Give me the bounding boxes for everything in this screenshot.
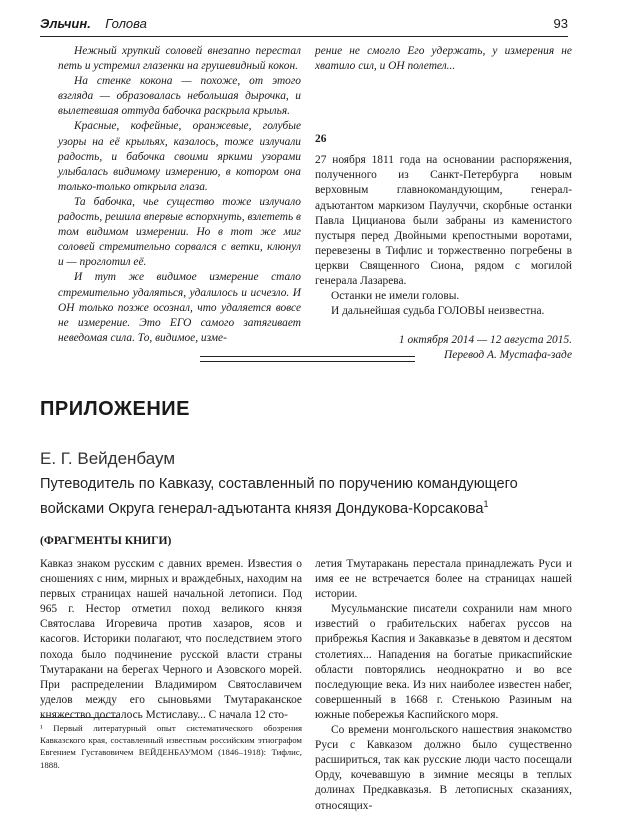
running-header xyxy=(40,14,568,40)
footnote: ¹ Первый литературный опыт систематического обозрения Кавказского края, составленный известным российским этнографом Евгением Густавовичем ВЕЙДЕНБАУМОМ (1846–1918): Тифлис, 1888. xyxy=(40,723,302,770)
poem-continuation: рение не смогло Его удержать, у измерения не хватило сил, и ОН полетел... xyxy=(315,45,572,73)
poem-paragraph: И тут же видимое измерение стало стремительно удаляться, удалилось и исчезло. И ОН только позже осознал, что удаляется вовсе не измерение. Это ЕГО самого затягивает неведомая сила. То, видимое, изме- xyxy=(58,271,301,344)
header-rule xyxy=(40,36,568,37)
poem-paragraph: Нежный хрупкий соловей внезапно перестал петь и устремил глазенки на грушевидный кокон. xyxy=(58,45,301,73)
running-author: Эльчин. xyxy=(40,16,91,31)
dates-line: 1 октября 2014 — 12 августа 2015. xyxy=(398,334,572,347)
poem-left-column xyxy=(58,44,301,346)
section-title: ПРИЛОЖЕНИЕ xyxy=(40,398,190,420)
story-paragraph: И дальнейшая судьба ГОЛОВЫ неизвестна. xyxy=(331,305,545,318)
appendix-paragraph: Со времени монгольского нашествия знакомство Руси с Кавказом должно было существенно расшириться, так как русские люди часто посещали Орду, кочевавшую в зимние месяцы в теплых долинах Предкавказья. В летописных сказаниях, относящих- xyxy=(315,724,572,812)
story-right-column xyxy=(315,44,572,364)
story-paragraph: Останки не имели головы. xyxy=(331,290,460,303)
story-paragraph: 27 ноября 1811 года на основании распоряжения, полученного из Санкт-Петербурга новым верховным главнокомандующим, генерал-адъютантом маркизом Паулуччи, скорбные останки Павла Цицианова были забраны из каменистого пустыря перед Двойными крепостными воротами, перевезены в Тифлис и торжественно погребены в церкви Священного Сиона, рядом с могилой генерала Лазарева. xyxy=(315,154,572,288)
appendix-left-column xyxy=(40,557,302,723)
appendix-right-column xyxy=(315,557,572,814)
poem-paragraph: На стенке кокона — похоже, от этого взгляда — образовалась небольшая дырочка, и вылетевшая оттуда бабочка раскрыла крылья. xyxy=(58,75,301,118)
work-title-text: Путеводитель по Кавказу, составленный по поручению командующего войсками Округа генерал-адъютанта князя Дондукова-Корсакова xyxy=(40,476,518,517)
fragments-subtitle: (ФРАГМЕНТЫ КНИГИ) xyxy=(40,534,172,547)
footnote-marker[interactable]: 1 xyxy=(483,499,489,509)
translator-line: Перевод А. Мустафа-заде xyxy=(444,349,572,362)
poem-paragraph: Красные, кофейные, оранжевые, голубые узоры на её крыльях, казалось, тоже излучали радость, и бабочка своими яркими узорами улыбалась видимому измерению, в котором она только-только открыла глаза. xyxy=(58,120,301,193)
running-title xyxy=(40,16,147,31)
page-number: 93 xyxy=(553,16,568,31)
running-work-title: Голова xyxy=(105,16,147,31)
appendix-paragraph: Мусульманские писатели сохранили нам много известий о грабительских набегах руссов на прибрежья Каспия и Закавказье в девятом и десятом столетиях... Нападения на богатые прикаспийские области повторялись неоднократно и во все последующие века. Из них наиболее известен набег, совершенный в 1668 г. Стенькою Разиным на южные побережья Каспийского моря. xyxy=(315,603,572,721)
appendix-paragraph: летия Тмутаракань перестала принадлежать Руси и имя ее не встречается более на страницах нашей истории. xyxy=(315,558,572,601)
poem-paragraph: Та бабочка, чье существо тоже излучало радость, решила впервые вспорхнуть, взлететь в том видимом измерении. Но в тот же миг соловей стремительно сорвался с ветки, клюнул и — проглотил её. xyxy=(58,195,301,269)
work-title xyxy=(40,474,580,519)
section-divider xyxy=(200,361,415,362)
footnote-rule xyxy=(40,717,120,718)
section-divider xyxy=(200,356,415,357)
author-name: Е. Г. Вейденбаум xyxy=(40,449,176,468)
appendix-paragraph: Кавказ знаком русским с давних времен. Известия о сношениях с ним, мирных и враждебных, находим на первых страницах нашей начальной летописи. Под 965 г. Нестор отметил поход великого князя Святослава Игоревича против хазаров, ясов и касогов. Историки полагают, что последствием этого похода было подчинение русской власти страны Тмутаракани на берегах Черного и Азовского морей. При распределении Владимиром Святославичем уделов между его сыновьями Тмутараканское княжество досталось Мстиславу... С начала 12 сто- xyxy=(40,558,302,721)
entry-number: 26 xyxy=(315,133,327,146)
